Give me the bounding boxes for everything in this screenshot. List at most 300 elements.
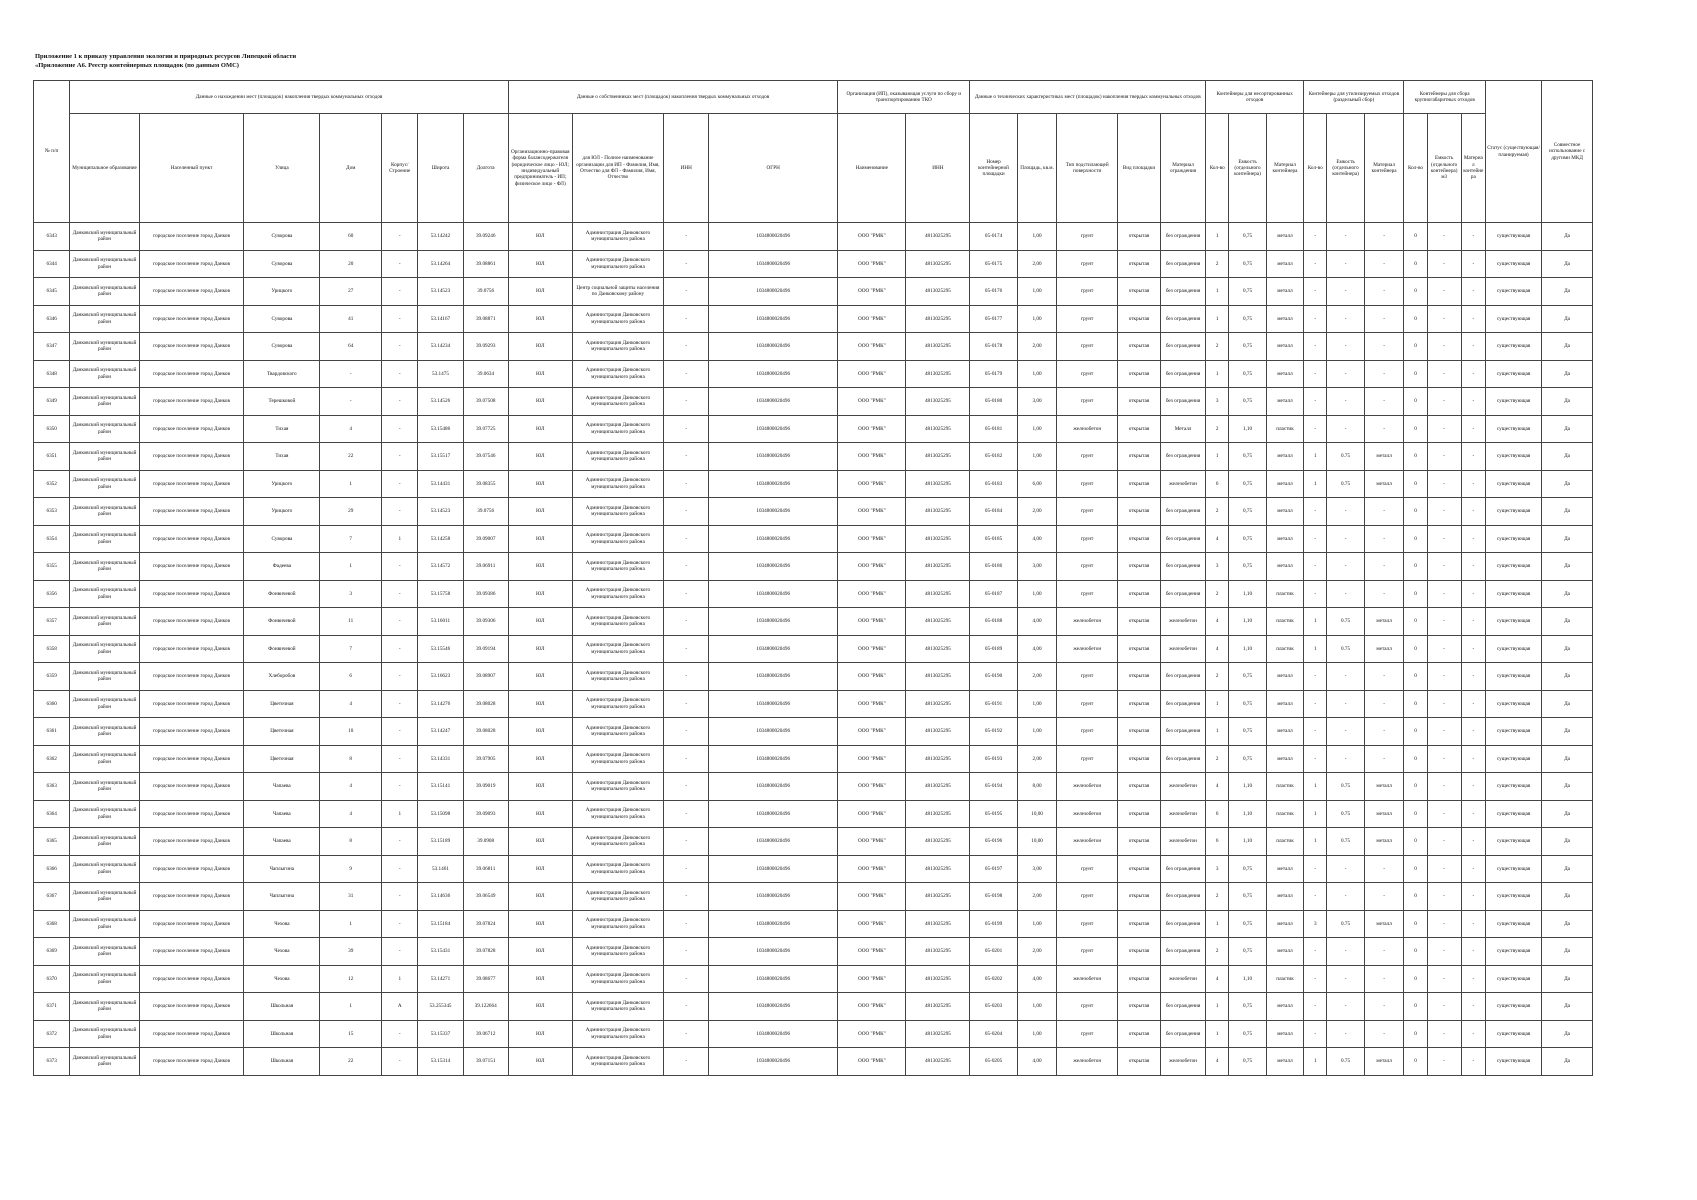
cell-shared-use: Да: [1542, 965, 1593, 993]
cell-unsorted-material: пластик: [1266, 635, 1303, 663]
cell-recyclable-qty: -: [1304, 250, 1327, 278]
cell-fence: без ограждения: [1160, 553, 1205, 581]
cell-owner-name: Администрация Данковского муниципального района: [572, 305, 663, 333]
cell-house: 1: [320, 553, 382, 581]
cell-unsorted-capacity: 0,75: [1229, 663, 1266, 691]
cell-recyclable-material: -: [1364, 718, 1404, 746]
cell-unsorted-material: металл: [1266, 223, 1303, 251]
cell-longitude: 39.08907: [463, 663, 508, 691]
cell-recyclable-capacity: 0.75: [1327, 470, 1364, 498]
cell-site-type: открытая: [1117, 360, 1160, 388]
cell-house: 10: [320, 718, 382, 746]
cell-legal-form: ЮЛ: [508, 223, 572, 251]
cell-unsorted-qty: 1: [1206, 910, 1229, 938]
cell-recyclable-qty: -: [1304, 360, 1327, 388]
cell-latitude: 53.14523: [418, 278, 463, 306]
cell-ogrn: 1034800020496: [709, 498, 838, 526]
cell-area: 10,00: [1017, 828, 1057, 856]
cell-shared-use: Да: [1542, 800, 1593, 828]
cell-number: 6347: [34, 333, 70, 361]
cell-recyclable-qty: -: [1304, 580, 1327, 608]
cell-number: 6368: [34, 910, 70, 938]
cell-bulky-material: -: [1461, 718, 1485, 746]
cell-area: 1,00: [1017, 580, 1057, 608]
cell-unsorted-material: металл: [1266, 360, 1303, 388]
cell-surface: грунт: [1057, 690, 1118, 718]
col-header-bulky-qty: Кол-во: [1404, 114, 1427, 223]
cell-bulky-qty: 0: [1404, 965, 1427, 993]
cell-street: Суворова: [244, 525, 320, 553]
cell-legal-form: ЮЛ: [508, 993, 572, 1021]
col-header-latitude: Широта: [418, 114, 463, 223]
cell-recyclable-capacity: -: [1327, 690, 1364, 718]
cell-recyclable-qty: -: [1304, 993, 1327, 1021]
table-row: [34, 250, 1593, 278]
cell-ogrn: 1034800020496: [709, 333, 838, 361]
cell-bulky-material: -: [1461, 800, 1485, 828]
cell-municipality: Данковский муниципальный район: [70, 1020, 139, 1048]
table-row: [34, 498, 1593, 526]
cell-area: 4,00: [1017, 635, 1057, 663]
table-row: [34, 443, 1593, 471]
cell-owner-inn: -: [664, 470, 709, 498]
table-row: [34, 1020, 1593, 1048]
cell-operator-inn: 4813025295: [906, 553, 970, 581]
cell-recyclable-material: металл: [1364, 443, 1404, 471]
cell-site-number: 05-0181: [970, 415, 1017, 443]
cell-owner-inn: -: [664, 388, 709, 416]
cell-bulky-capacity: -: [1427, 360, 1461, 388]
cell-fence: железобетон: [1160, 800, 1205, 828]
cell-house: 29: [320, 498, 382, 526]
cell-operator-inn: 4813025295: [906, 580, 970, 608]
cell-area: 1,00: [1017, 223, 1057, 251]
cell-unsorted-material: металл: [1266, 938, 1303, 966]
cell-owner-inn: -: [664, 663, 709, 691]
cell-status: существующая: [1485, 1020, 1541, 1048]
cell-recyclable-qty: -: [1304, 498, 1327, 526]
registry-rows: [34, 223, 1593, 1076]
cell-street: Тихая: [244, 415, 320, 443]
col-header-building: Корпус/Строение: [382, 114, 418, 223]
cell-municipality: Данковский муниципальный район: [70, 965, 139, 993]
cell-shared-use: Да: [1542, 635, 1593, 663]
cell-owner-inn: -: [664, 745, 709, 773]
cell-operator-inn: 4813025295: [906, 745, 970, 773]
cell-area: 1,00: [1017, 1020, 1057, 1048]
cell-status: существующая: [1485, 498, 1541, 526]
cell-shared-use: Да: [1542, 580, 1593, 608]
cell-recyclable-qty: 3: [1304, 910, 1327, 938]
cell-bulky-capacity: -: [1427, 635, 1461, 663]
cell-municipality: Данковский муниципальный район: [70, 910, 139, 938]
cell-status: существующая: [1485, 580, 1541, 608]
cell-house: 64: [320, 333, 382, 361]
cell-house: 8: [320, 745, 382, 773]
cell-settlement: городское поселение город Данков: [139, 855, 244, 883]
cell-owner-name: Администрация Данковского муниципального района: [572, 635, 663, 663]
cell-operator-inn: 4813025295: [906, 883, 970, 911]
cell-unsorted-material: металл: [1266, 745, 1303, 773]
cell-number: 6353: [34, 498, 70, 526]
cell-shared-use: Да: [1542, 718, 1593, 746]
cell-legal-form: ЮЛ: [508, 745, 572, 773]
cell-area: 3,00: [1017, 553, 1057, 581]
cell-fence: без ограждения: [1160, 278, 1205, 306]
cell-recyclable-qty: -: [1304, 855, 1327, 883]
cell-recyclable-qty: -: [1304, 333, 1327, 361]
cell-bulky-qty: 0: [1404, 855, 1427, 883]
cell-recyclable-material: -: [1364, 580, 1404, 608]
cell-operator-inn: 4813025295: [906, 828, 970, 856]
table-row: [34, 333, 1593, 361]
cell-surface: железобетон: [1057, 608, 1118, 636]
cell-settlement: городское поселение город Данков: [139, 910, 244, 938]
cell-legal-form: ЮЛ: [508, 1020, 572, 1048]
cell-site-number: 05-0205: [970, 1048, 1017, 1076]
cell-recyclable-capacity: -: [1327, 388, 1364, 416]
group-header-unsorted: Контейнеры для несортированных отходов: [1206, 81, 1304, 114]
cell-owner-name: Администрация Данковского муниципального района: [572, 470, 663, 498]
cell-ogrn: 1034800020496: [709, 773, 838, 801]
cell-owner-inn: -: [664, 993, 709, 1021]
cell-operator-inn: 4813025295: [906, 800, 970, 828]
cell-settlement: городское поселение город Данков: [139, 993, 244, 1021]
cell-street: Чехова: [244, 910, 320, 938]
cell-bulky-qty: 0: [1404, 938, 1427, 966]
cell-operator-inn: 4813025295: [906, 855, 970, 883]
cell-site-type: открытая: [1117, 498, 1160, 526]
cell-settlement: городское поселение город Данков: [139, 883, 244, 911]
cell-unsorted-capacity: 0,75: [1229, 388, 1266, 416]
cell-legal-form: ЮЛ: [508, 910, 572, 938]
cell-surface: железобетон: [1057, 415, 1118, 443]
cell-unsorted-capacity: 1,10: [1229, 773, 1266, 801]
cell-street: Школьная: [244, 1048, 320, 1076]
cell-shared-use: Да: [1542, 250, 1593, 278]
cell-surface: грунт: [1057, 993, 1118, 1021]
cell-municipality: Данковский муниципальный район: [70, 938, 139, 966]
cell-longitude: 39.09246: [463, 223, 508, 251]
cell-site-number: 05-0198: [970, 883, 1017, 911]
cell-owner-name: Администрация Данковского муниципального района: [572, 828, 663, 856]
cell-surface: грунт: [1057, 663, 1118, 691]
cell-recyclable-material: -: [1364, 305, 1404, 333]
cell-settlement: городское поселение город Данков: [139, 470, 244, 498]
table-row: [34, 278, 1593, 306]
table-row: [34, 965, 1593, 993]
cell-building: -: [382, 690, 418, 718]
cell-recyclable-material: металл: [1364, 470, 1404, 498]
cell-owner-inn: -: [664, 855, 709, 883]
cell-area: 2,00: [1017, 938, 1057, 966]
cell-latitude: 53.14572: [418, 553, 463, 581]
cell-site-number: 05-0199: [970, 910, 1017, 938]
cell-owner-name: Администрация Данковского муниципального района: [572, 498, 663, 526]
col-header-recyclable-material: Материал контейнера: [1364, 114, 1404, 223]
cell-house: 4: [320, 800, 382, 828]
cell-house: 60: [320, 223, 382, 251]
cell-bulky-qty: 0: [1404, 360, 1427, 388]
cell-owner-inn: -: [664, 305, 709, 333]
cell-ogrn: 1034800020496: [709, 580, 838, 608]
cell-site-type: открытая: [1117, 1048, 1160, 1076]
cell-unsorted-material: металл: [1266, 718, 1303, 746]
cell-latitude: 53.14276: [418, 690, 463, 718]
cell-area: 4,00: [1017, 608, 1057, 636]
cell-longitude: 39.07828: [463, 938, 508, 966]
cell-legal-form: ЮЛ: [508, 250, 572, 278]
cell-status: существующая: [1485, 883, 1541, 911]
cell-area: 2,00: [1017, 250, 1057, 278]
group-header-location: Данные о нахождении мест (площадок) накопления твердых коммунальных отходов: [70, 81, 508, 114]
cell-latitude: 53.255345: [418, 993, 463, 1021]
cell-site-number: 05-0204: [970, 1020, 1017, 1048]
cell-recyclable-capacity: -: [1327, 1020, 1364, 1048]
cell-longitude: 39.08028: [463, 690, 508, 718]
cell-bulky-qty: 0: [1404, 443, 1427, 471]
cell-recyclable-qty: -: [1304, 690, 1327, 718]
cell-ogrn: 1034800020496: [709, 1048, 838, 1076]
cell-recyclable-capacity: -: [1327, 305, 1364, 333]
cell-legal-form: ЮЛ: [508, 415, 572, 443]
cell-unsorted-qty: 4: [1206, 965, 1229, 993]
cell-recyclable-capacity: -: [1327, 250, 1364, 278]
cell-bulky-material: -: [1461, 883, 1485, 911]
cell-recyclable-material: металл: [1364, 1048, 1404, 1076]
cell-shared-use: Да: [1542, 690, 1593, 718]
cell-shared-use: Да: [1542, 910, 1593, 938]
cell-area: 2,00: [1017, 745, 1057, 773]
cell-status: существующая: [1485, 635, 1541, 663]
cell-municipality: Данковский муниципальный район: [70, 773, 139, 801]
cell-recyclable-material: -: [1364, 993, 1404, 1021]
cell-building: -: [382, 663, 418, 691]
cell-operator-name: ООО "РМК": [838, 993, 906, 1021]
cell-ogrn: 1034800020496: [709, 663, 838, 691]
cell-site-number: 05-0176: [970, 278, 1017, 306]
cell-number: 6349: [34, 388, 70, 416]
cell-settlement: городское поселение город Данков: [139, 333, 244, 361]
cell-unsorted-material: пластик: [1266, 773, 1303, 801]
cell-building: -: [382, 910, 418, 938]
cell-bulky-capacity: -: [1427, 278, 1461, 306]
cell-surface: грунт: [1057, 305, 1118, 333]
cell-area: 10,00: [1017, 800, 1057, 828]
cell-building: А: [382, 993, 418, 1021]
cell-house: 20: [320, 250, 382, 278]
cell-fence: железобетон: [1160, 470, 1205, 498]
cell-site-number: 05-0184: [970, 498, 1017, 526]
cell-owner-inn: -: [664, 250, 709, 278]
cell-recyclable-qty: -: [1304, 1020, 1327, 1048]
cell-operator-name: ООО "РМК": [838, 745, 906, 773]
cell-municipality: Данковский муниципальный район: [70, 855, 139, 883]
cell-legal-form: ЮЛ: [508, 663, 572, 691]
cell-municipality: Данковский муниципальный район: [70, 635, 139, 663]
cell-street: Школьная: [244, 993, 320, 1021]
cell-ogrn: 1034800020496: [709, 250, 838, 278]
cell-municipality: Данковский муниципальный район: [70, 223, 139, 251]
cell-bulky-qty: 0: [1404, 553, 1427, 581]
cell-fence: железобетон: [1160, 828, 1205, 856]
cell-bulky-capacity: -: [1427, 443, 1461, 471]
cell-shared-use: Да: [1542, 333, 1593, 361]
cell-site-type: открытая: [1117, 388, 1160, 416]
cell-surface: грунт: [1057, 470, 1118, 498]
cell-site-number: 05-0179: [970, 360, 1017, 388]
cell-bulky-capacity: -: [1427, 470, 1461, 498]
cell-owner-name: Администрация Данковского муниципального района: [572, 690, 663, 718]
cell-bulky-capacity: -: [1427, 1048, 1461, 1076]
cell-owner-name: Администрация Данковского муниципального района: [572, 800, 663, 828]
cell-owner-name: Администрация Данковского муниципального района: [572, 333, 663, 361]
cell-fence: железобетон: [1160, 608, 1205, 636]
cell-unsorted-capacity: 1,10: [1229, 608, 1266, 636]
cell-unsorted-qty: 6: [1206, 800, 1229, 828]
cell-area: 2,00: [1017, 333, 1057, 361]
cell-street: Чехова: [244, 965, 320, 993]
cell-surface: железобетон: [1057, 965, 1118, 993]
document-heading: [35, 52, 296, 70]
table-row: [34, 663, 1593, 691]
cell-site-type: открытая: [1117, 223, 1160, 251]
cell-operator-name: ООО "РМК": [838, 388, 906, 416]
cell-site-type: открытая: [1117, 910, 1160, 938]
cell-house: 27: [320, 278, 382, 306]
cell-operator-name: ООО "РМК": [838, 223, 906, 251]
cell-municipality: Данковский муниципальный район: [70, 745, 139, 773]
cell-surface: грунт: [1057, 580, 1118, 608]
cell-number: 6356: [34, 580, 70, 608]
table-row: [34, 580, 1593, 608]
cell-recyclable-material: -: [1364, 415, 1404, 443]
cell-owner-inn: -: [664, 223, 709, 251]
group-header-owners: Данные о собственниках мест (площадок) накопления твердых коммунальных отходов: [508, 81, 837, 114]
cell-recyclable-material: -: [1364, 388, 1404, 416]
cell-building: -: [382, 635, 418, 663]
cell-settlement: городское поселение город Данков: [139, 608, 244, 636]
cell-bulky-material: -: [1461, 855, 1485, 883]
cell-latitude: 53.15189: [418, 828, 463, 856]
cell-recyclable-capacity: 0.75: [1327, 828, 1364, 856]
cell-municipality: Данковский муниципальный район: [70, 333, 139, 361]
cell-building: -: [382, 608, 418, 636]
cell-operator-inn: 4813025295: [906, 525, 970, 553]
cell-latitude: 53.14247: [418, 718, 463, 746]
cell-building: 1: [382, 800, 418, 828]
cell-status: существующая: [1485, 993, 1541, 1021]
cell-municipality: Данковский муниципальный район: [70, 580, 139, 608]
cell-latitude: 53.15517: [418, 443, 463, 471]
cell-shared-use: Да: [1542, 993, 1593, 1021]
cell-unsorted-capacity: 0,75: [1229, 553, 1266, 581]
cell-legal-form: ЮЛ: [508, 470, 572, 498]
cell-ogrn: 1034800020496: [709, 388, 838, 416]
cell-unsorted-capacity: 0,75: [1229, 883, 1266, 911]
cell-area: 1,00: [1017, 278, 1057, 306]
col-header-municipality: Муниципальное образование: [70, 114, 139, 223]
cell-operator-name: ООО "РМК": [838, 800, 906, 828]
cell-status: существующая: [1485, 553, 1541, 581]
cell-owner-name: Администрация Данковского муниципального района: [572, 360, 663, 388]
cell-municipality: Данковский муниципальный район: [70, 1048, 139, 1076]
cell-number: 6366: [34, 855, 70, 883]
cell-building: -: [382, 470, 418, 498]
cell-latitude: 53.14258: [418, 525, 463, 553]
cell-unsorted-qty: 1: [1206, 718, 1229, 746]
cell-street: Урицкого: [244, 470, 320, 498]
cell-ogrn: 1034800020496: [709, 525, 838, 553]
cell-unsorted-qty: 1: [1206, 278, 1229, 306]
cell-operator-name: ООО "РМК": [838, 360, 906, 388]
cell-unsorted-material: металл: [1266, 855, 1303, 883]
cell-ogrn: 1034800020496: [709, 965, 838, 993]
cell-number: 6344: [34, 250, 70, 278]
cell-site-type: открытая: [1117, 690, 1160, 718]
cell-settlement: городское поселение город Данков: [139, 498, 244, 526]
cell-legal-form: ЮЛ: [508, 360, 572, 388]
cell-unsorted-material: металл: [1266, 553, 1303, 581]
cell-latitude: 53.15758: [418, 580, 463, 608]
cell-number: 6350: [34, 415, 70, 443]
cell-site-number: 05-0183: [970, 470, 1017, 498]
cell-surface: железобетон: [1057, 828, 1118, 856]
cell-shared-use: Да: [1542, 223, 1593, 251]
cell-latitude: 53.14526: [418, 388, 463, 416]
table-row: [34, 690, 1593, 718]
cell-bulky-qty: 0: [1404, 1020, 1427, 1048]
cell-fence: без ограждения: [1160, 1020, 1205, 1048]
cell-shared-use: Да: [1542, 745, 1593, 773]
cell-recyclable-material: -: [1364, 745, 1404, 773]
cell-owner-name: Администрация Данковского муниципального района: [572, 443, 663, 471]
cell-shared-use: Да: [1542, 553, 1593, 581]
table-row: [34, 635, 1593, 663]
cell-building: -: [382, 773, 418, 801]
cell-fence: без ограждения: [1160, 883, 1205, 911]
cell-site-number: 05-0197: [970, 855, 1017, 883]
cell-operator-name: ООО "РМК": [838, 965, 906, 993]
cell-fence: Металл: [1160, 415, 1205, 443]
cell-unsorted-material: пластик: [1266, 828, 1303, 856]
cell-settlement: городское поселение город Данков: [139, 278, 244, 306]
cell-operator-name: ООО "РМК": [838, 883, 906, 911]
cell-latitude: 53.14167: [418, 305, 463, 333]
cell-recyclable-qty: 1: [1304, 608, 1327, 636]
cell-owner-inn: -: [664, 415, 709, 443]
cell-bulky-capacity: -: [1427, 800, 1461, 828]
cell-operator-inn: 4813025295: [906, 663, 970, 691]
cell-number: 6351: [34, 443, 70, 471]
cell-owner-name: Администрация Данковского муниципального района: [572, 415, 663, 443]
cell-ogrn: 1034800020496: [709, 305, 838, 333]
cell-unsorted-material: металл: [1266, 443, 1303, 471]
cell-bulky-qty: 0: [1404, 773, 1427, 801]
cell-operator-name: ООО "РМК": [838, 855, 906, 883]
cell-recyclable-qty: 1: [1304, 443, 1327, 471]
cell-status: существующая: [1485, 910, 1541, 938]
cell-building: -: [382, 1048, 418, 1076]
cell-fence: без ограждения: [1160, 250, 1205, 278]
cell-legal-form: ЮЛ: [508, 388, 572, 416]
cell-recyclable-material: металл: [1364, 773, 1404, 801]
col-header-area: Площадь, кв.м.: [1017, 114, 1057, 223]
cell-legal-form: ЮЛ: [508, 718, 572, 746]
cell-bulky-capacity: -: [1427, 663, 1461, 691]
table-row: [34, 910, 1593, 938]
cell-settlement: городское поселение город Данков: [139, 360, 244, 388]
